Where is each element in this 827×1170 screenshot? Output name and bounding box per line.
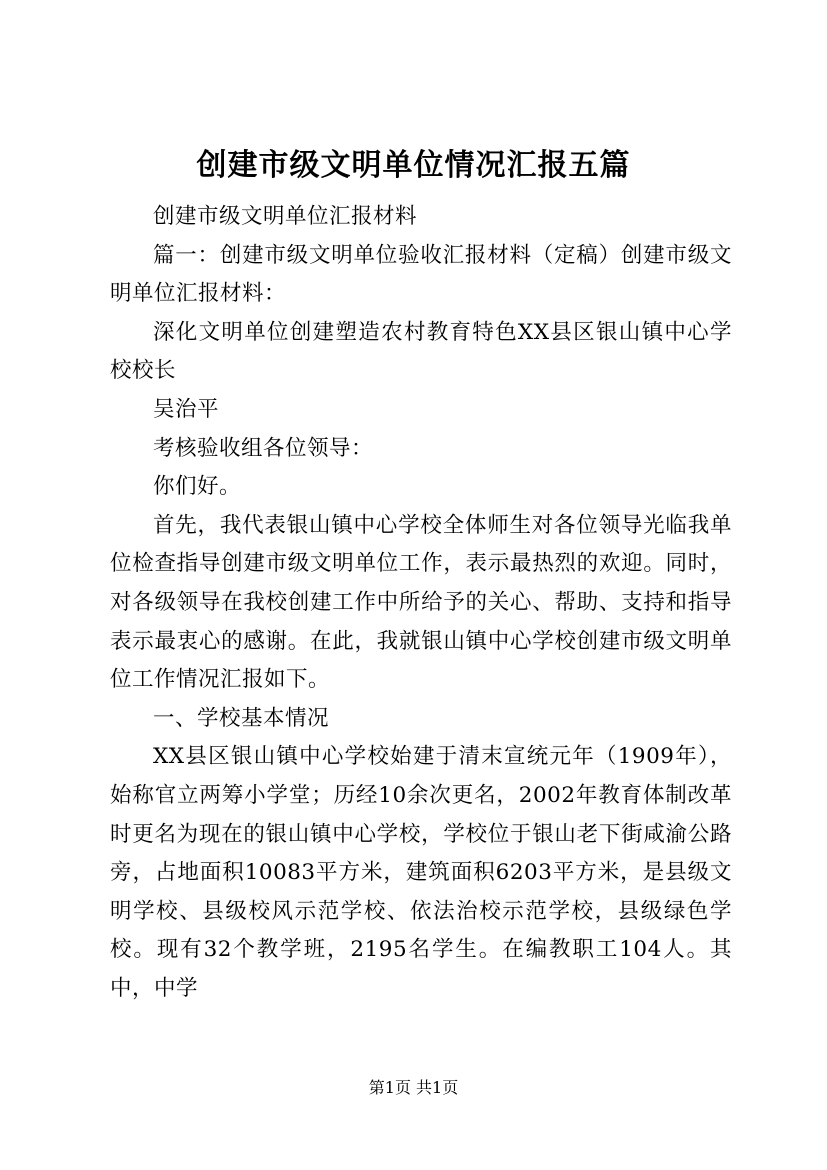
paragraph-section-one-heading: 一、学校基本情况 xyxy=(153,705,330,731)
document-title: 创建市级文明单位情况汇报五篇 xyxy=(196,148,631,183)
paragraph-author: 吴治平 xyxy=(153,396,220,422)
document-body xyxy=(110,198,732,1008)
paragraph-school-overview: XX县区银山镇中心学校始建于清末宣统元年（1909年），始称官立两筹小学堂；历经10余次更名，2002年教育体制改革时更名为现在的银山镇中心学校，学校位于银山老下街咸渝公路旁，占地面积10083平方米，建筑面积6203平方米，是县级文明学校、县级校风示范学校、依法治校示范学校，县级绿色学校。现有32个教学班，2195名学生。在编教职工104人。其中，中学 xyxy=(110,744,732,1001)
paragraph-welcome: 首先，我代表银山镇中心学校全体师生对各位领导光临我单位检查指导创建市级文明单位工作，表示最热烈的欢迎。同时，对各级领导在我校创建工作中所给予的关心、帮助、支持和指导表示最衷心的感谢。在此，我就银山镇中心学校创建市级文明单位工作情况汇报如下。 xyxy=(110,512,732,693)
paragraph-greeting: 你们好。 xyxy=(153,474,242,500)
paragraph-subtitle: 创建市级文明单位汇报材料 xyxy=(153,204,418,229)
paragraph-report-title: 深化文明单位创建塑造农村教育特色XX县区银山镇中心学校校长 xyxy=(110,319,732,384)
paragraph-section-heading: 篇一：创建市级文明单位验收汇报材料（定稿）创建市级文明单位汇报材料： xyxy=(110,242,732,307)
page-footer: 第1页 共1页 xyxy=(368,1078,459,1097)
paragraph-salutation: 考核验收组各位领导： xyxy=(153,435,374,461)
